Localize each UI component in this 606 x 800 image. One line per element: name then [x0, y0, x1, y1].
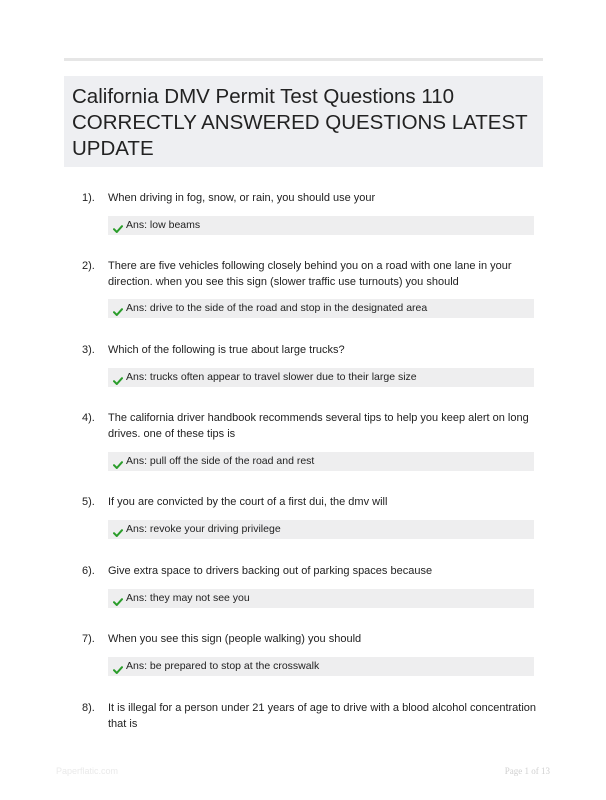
answer-text: Ans: they may not see you	[126, 592, 250, 604]
question-number: 2).	[82, 260, 95, 272]
answer-text: Ans: drive to the side of the road and stop in the designated area	[126, 302, 428, 314]
question-line: Which of the following is true about large trucks?	[108, 344, 345, 356]
question-number: 1).	[82, 192, 95, 204]
question-line: When driving in fog, snow, or rain, you should use your	[108, 192, 376, 204]
answer-box	[108, 368, 534, 387]
question-line: If you are convicted by the court of a first dui, the dmv will	[108, 496, 388, 508]
question-number: 4).	[82, 412, 95, 424]
question-number: 8).	[82, 702, 95, 714]
question-number: 3).	[82, 344, 95, 356]
question-line: When you see this sign (people walking) you should	[108, 633, 362, 645]
question-line: Give extra space to drivers backing out of parking spaces because	[108, 565, 433, 577]
answer-box	[108, 657, 534, 676]
question-text	[108, 411, 538, 442]
question-text	[108, 564, 538, 580]
footer-watermark: Paperflatic.com	[56, 766, 119, 776]
question-number: 6).	[82, 565, 95, 577]
question-text	[108, 191, 538, 207]
check-icon	[113, 525, 123, 535]
check-icon	[113, 457, 123, 467]
question-line: The california driver handbook recommends several tips to help you keep alert on long	[108, 412, 529, 424]
answer-text: Ans: pull off the side of the road and rest	[126, 455, 315, 467]
title-line: California DMV Permit Test Questions 110	[72, 85, 455, 108]
question-line: that is	[108, 717, 138, 730]
answer-box	[108, 520, 534, 539]
title-line: CORRECTLY ANSWERED QUESTIONS LATEST	[72, 111, 528, 134]
question-number: 5).	[82, 496, 95, 508]
question-line: drives. one of these tips is	[108, 427, 236, 440]
answer-text: Ans: revoke your driving privilege	[126, 523, 281, 535]
answer-box	[108, 452, 534, 471]
check-icon	[113, 373, 123, 383]
answer-box	[108, 299, 534, 318]
question-text	[108, 343, 538, 359]
answer-box	[108, 216, 534, 235]
title-line: UPDATE	[72, 137, 154, 160]
question-line: direction. when you see this sign (slower traffic use turnouts) you should	[108, 275, 459, 288]
check-icon	[113, 662, 123, 672]
check-icon	[113, 221, 123, 231]
question-line: There are five vehicles following closely behind you on a road with one lane in your	[108, 260, 512, 272]
answer-text: Ans: trucks often appear to travel slower due to their large size	[126, 371, 417, 383]
answer-text: Ans: low beams	[126, 219, 201, 231]
answer-text: Ans: be prepared to stop at the crosswalk	[126, 660, 320, 672]
question-text	[108, 259, 538, 290]
page-number: Page 1 of 13	[504, 766, 550, 776]
question-line: It is illegal for a person under 21 years of age to drive with a blood alcohol concentration	[108, 702, 537, 714]
question-text	[108, 701, 538, 732]
answer-box	[108, 589, 534, 608]
check-icon	[113, 594, 123, 604]
question-text	[108, 632, 538, 648]
check-icon	[113, 304, 123, 314]
question-number: 7).	[82, 633, 95, 645]
question-text	[108, 495, 538, 511]
